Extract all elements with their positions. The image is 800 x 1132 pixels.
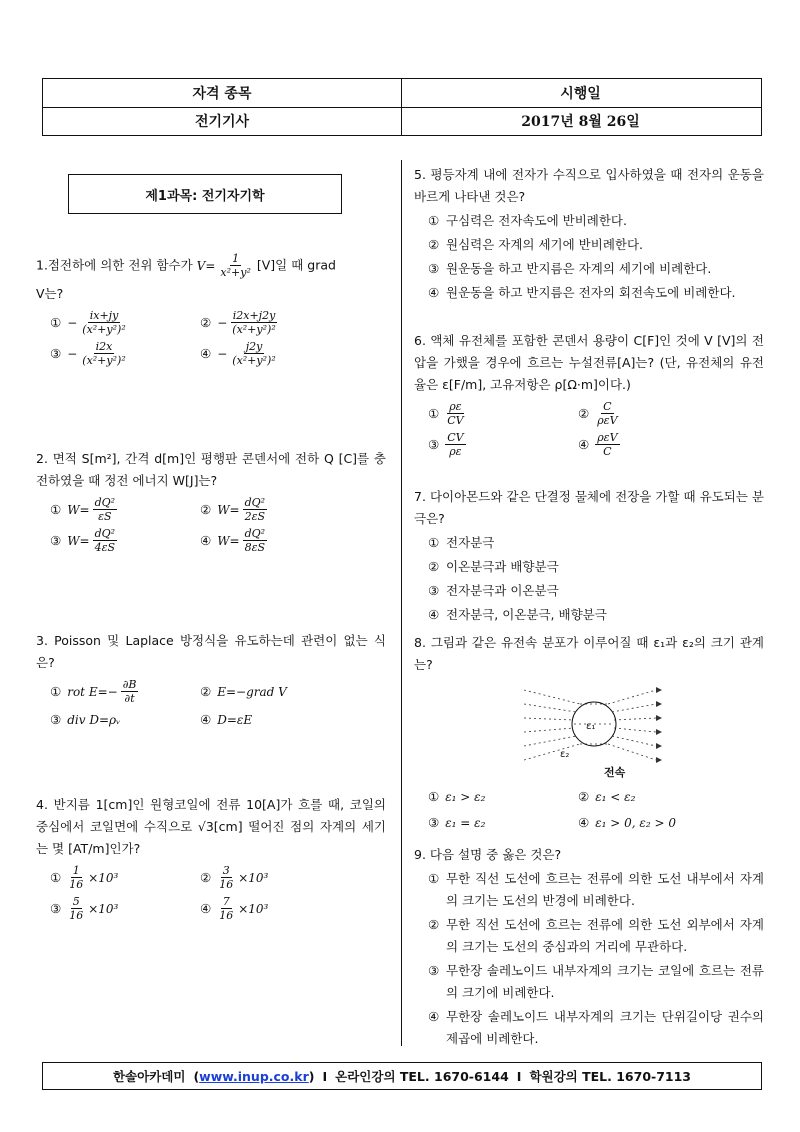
option-2[interactable]: ② 이온분극과 배향분극 bbox=[428, 559, 559, 574]
question-6 bbox=[414, 330, 764, 458]
option-4[interactable]: ④ $\frac{7}{16}$ ×10³ bbox=[200, 895, 269, 922]
question-4-options bbox=[36, 864, 386, 922]
option-2[interactable]: ② $\frac{3}{16}$ ×10³ bbox=[200, 864, 269, 891]
question-3-options bbox=[36, 678, 386, 731]
option-4[interactable]: ④ ε₁ > 0, ε₂ > 0 bbox=[578, 815, 676, 830]
option-4[interactable]: ④ 무한장 솔레노이드 내부자계의 크기는 단위길이당 권수의 제곱에 비례한다. bbox=[428, 1009, 764, 1046]
question-9-options bbox=[414, 868, 764, 1050]
question-7 bbox=[414, 486, 764, 628]
option-2[interactable]: ② E=−grad V bbox=[200, 683, 287, 699]
option-3[interactable]: ③ ε₁ = ε₂ bbox=[428, 815, 486, 830]
footer-separator: I bbox=[322, 1068, 328, 1084]
option-1[interactable]: ① W= $\frac{\text{dQ²}}{\varepsilon S}$ bbox=[50, 496, 116, 523]
question-5-options bbox=[414, 210, 764, 304]
option-4[interactable]: ④ $\frac{\text{ρεV}}{C}$ bbox=[578, 431, 618, 458]
option-1[interactable]: ① $\frac{\rho\varepsilon}{CV}$ bbox=[428, 400, 464, 427]
option-3[interactable]: ③ 무한장 솔레노이드 내부자계의 크기는 코일에 흐르는 전류의 크기에 비례한다. bbox=[428, 963, 764, 1000]
question-8 bbox=[414, 632, 764, 834]
option-3[interactable]: ③ $\frac{5}{16}$ ×10³ bbox=[50, 895, 119, 922]
header-date-title: 시행일 bbox=[560, 86, 601, 102]
column-divider bbox=[401, 160, 402, 1046]
option-3[interactable]: ③ $\frac{CV}{\rho\varepsilon}$ bbox=[428, 431, 464, 458]
option-1[interactable]: ① rot E=− $\frac{\partial B}{\partial t}$ bbox=[50, 678, 137, 705]
option-1[interactable]: ① 전자분극 bbox=[428, 535, 495, 550]
flux-distribution-figure bbox=[524, 682, 664, 782]
option-2[interactable]: ② − $\frac{i2x+j2y}{\text{(x²+y²)²}}$ bbox=[200, 309, 276, 336]
question-4-text: 4. 반지름 1[cm]인 원형코일에 전류 10[A]가 흐를 때, 코일의 중심에서 코일면에 수직으로 √3[cm] 떨어진 점의 자계의 세기는 몇 [AT/m]인가? bbox=[36, 797, 386, 856]
question-5 bbox=[414, 164, 764, 306]
figure-label-epsilon2: ε₂ bbox=[560, 749, 570, 760]
question-7-text: 7. 다이아몬드와 같은 단결정 물체에 전장을 가할 때 유도되는 분극은? bbox=[414, 489, 764, 526]
header-row-titles bbox=[43, 79, 761, 108]
question-9 bbox=[414, 844, 764, 1052]
header-qualification-value: 전기기사 bbox=[43, 107, 402, 135]
question-3 bbox=[36, 630, 386, 731]
option-4[interactable]: ④ D=εE bbox=[200, 712, 253, 727]
option-3[interactable]: ③ 원운동을 하고 반지름은 자계의 세기에 비례한다. bbox=[428, 261, 712, 276]
question-9-text: 9. 다음 설명 중 옳은 것은? bbox=[414, 847, 562, 862]
option-1[interactable]: ① − $\frac{ix+jy}{\text{(x²+y²)²}}$ bbox=[50, 309, 126, 336]
footer-website-link[interactable]: www.inup.co.kr bbox=[199, 1068, 309, 1084]
footer-separator: I bbox=[516, 1068, 522, 1084]
option-2[interactable]: ② 원심력은 자계의 세기에 반비례한다. bbox=[428, 237, 644, 252]
option-4[interactable]: ④ − $\frac{j2y}{\text{(x²+y²)²}}$ bbox=[200, 340, 276, 367]
header-date-value: 2017년 8월 26일 bbox=[521, 114, 640, 130]
header-table bbox=[42, 78, 762, 136]
header-row-values bbox=[43, 107, 761, 135]
question-1 bbox=[36, 252, 386, 367]
question-1-text: 1.점전하에 의한 전위 함수가 V= $\frac{1}{\text{x²+y²}}$ [V]일 때 grad bbox=[36, 252, 336, 279]
option-1[interactable]: ① $\frac{1}{16}$ ×10³ bbox=[50, 864, 119, 891]
question-7-options bbox=[414, 532, 764, 626]
question-5-text: 5. 평등자계 내에 전자가 수직으로 입사하였을 때 전자의 운동을 바르게 나타낸 것은? bbox=[414, 167, 764, 204]
question-8-options bbox=[414, 786, 764, 834]
subject-box: 제1과목: 전기자기학 bbox=[68, 174, 342, 214]
figure-caption: 전속 bbox=[604, 766, 626, 779]
option-4[interactable]: ④ 원운동을 하고 반지름은 전자의 회전속도에 비례한다. bbox=[428, 285, 736, 300]
question-1-potential: V= $\frac{1}{\text{x²+y²}}$ bbox=[196, 252, 251, 279]
question-3-text: 3. Poisson 및 Laplace 방정식을 유도하는데 관련이 없는 식은? bbox=[36, 633, 386, 670]
footer-org: 한솔아카데미 bbox=[112, 1069, 186, 1084]
question-2-options bbox=[36, 496, 386, 554]
option-3[interactable]: ③ − $\frac{i2x}{\text{(x²+y²)²}}$ bbox=[50, 340, 126, 367]
footer-online-tel: 온라인강의 TEL. 1670-6144 bbox=[335, 1069, 509, 1084]
option-3[interactable]: ③ 전자분극과 이온분극 bbox=[428, 583, 559, 598]
question-1-options bbox=[36, 309, 386, 367]
footer-bar: 한솔아카데미 (www.inup.co.kr) I 온라인강의 TEL. 1670-6144 I 학원강의 TEL. 1670-7113 bbox=[42, 1062, 762, 1090]
option-2[interactable]: ② 무한 직선 도선에 흐르는 전류에 의한 도선 외부에서 자계의 크기는 도선의 중심과의 거리에 무관하다. bbox=[428, 917, 764, 954]
option-3[interactable]: ③ div D=ρᵥ bbox=[50, 712, 121, 727]
question-6-options bbox=[414, 400, 764, 458]
option-4[interactable]: ④ 전자분극, 이온분극, 배향분극 bbox=[428, 607, 607, 622]
question-6-text: 6. 액체 유전체를 포함한 콘덴서 용량이 C[F]인 것에 V [V]의 전압을 가했을 경우에 흐르는 누설전류[A]는? (단, 유전체의 유전율은 ε[F/m], 고유저항은 ρ[Ω·m]이다.) bbox=[414, 333, 764, 392]
question-2 bbox=[36, 448, 386, 554]
option-4[interactable]: ④ W= $\frac{\text{dQ²}}{8\varepsilon S}$ bbox=[200, 527, 266, 554]
option-1[interactable]: ① 무한 직선 도선에 흐르는 전류에 의한 도선 내부에서 자계의 크기는 도선의 반경에 비례한다. bbox=[428, 871, 764, 908]
question-1-text-cont: V는? bbox=[36, 286, 64, 301]
header-qualification-title: 자격 종목 bbox=[43, 79, 402, 107]
option-3[interactable]: ③ W= $\frac{\text{dQ²}}{4\varepsilon S}$ bbox=[50, 527, 116, 554]
question-4 bbox=[36, 794, 386, 922]
question-2-text: 2. 면적 S[m²], 간격 d[m]인 평행판 콘덴서에 전하 Q [C]를 충전하였을 때 정전 에너지 W[J]는? bbox=[36, 451, 386, 488]
option-2[interactable]: ② W= $\frac{\text{dQ²}}{2\varepsilon S}$ bbox=[200, 496, 266, 523]
question-8-text: 8. 그림과 같은 유전속 분포가 이루어질 때 ε₁과 ε₂의 크기 관계는? bbox=[414, 635, 764, 672]
option-2[interactable]: ② ε₁ < ε₂ bbox=[578, 789, 636, 804]
figure-label-epsilon1: ε₁ bbox=[586, 721, 596, 732]
footer-offline-tel: 학원강의 TEL. 1670-7113 bbox=[529, 1069, 691, 1084]
option-1[interactable]: ① ε₁ > ε₂ bbox=[428, 789, 486, 804]
option-1[interactable]: ① 구심력은 전자속도에 반비례한다. bbox=[428, 213, 627, 228]
option-2[interactable]: ② $\frac{C}{\text{ρεV}}$ bbox=[578, 400, 618, 427]
